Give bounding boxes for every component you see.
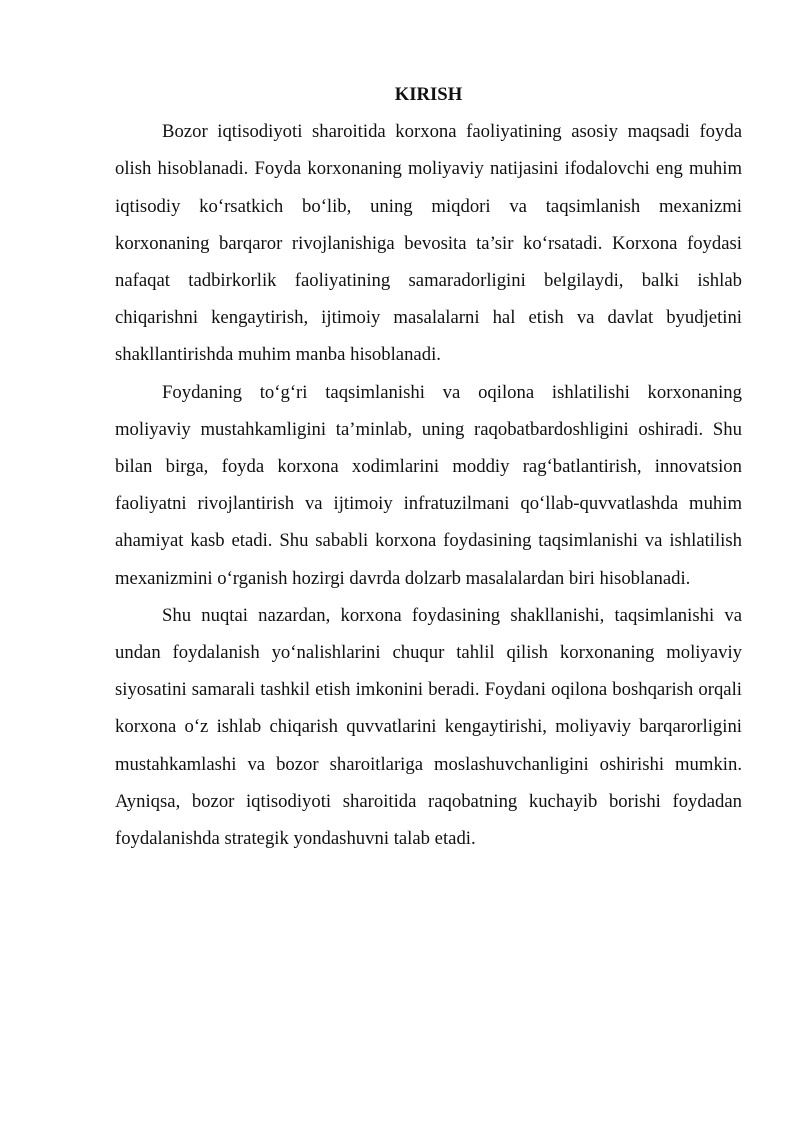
paragraph-1: Bozor iqtisodiyoti sharoitida korxona faoliyatining asosiy maqsadi foyda olish hisoblanadi. Foyda korxonaning moliyaviy natijasini ifodalovchi eng muhim iqtisodiy ko‘rsatkich bo‘lib, uning miqdori va taqsimlanish mexanizmi korxonaning barqaror rivojlanishiga bevosita ta’sir ko‘rsatadi. Korxona foydasi nafaqat tadbirkorlik faoliyatining samaradorligini belgilaydi, balki ishlab chiqarishni kengaytirish, ijtimoiy masalalarni hal etish va davlat byudjetini shakllantirishda muhim manba hisoblanadi.: [115, 121, 742, 366]
paragraph-3: Shu nuqtai nazardan, korxona foydasining shakllanishi, taqsimlanishi va undan foydalanish yo‘nalishlarini chuqur tahlil qilish korxonaning moliyaviy siyosatini samarali tashkil etish imkonini beradi. Foydani oqilona boshqarish orqali korxona o‘z ishlab chiqarish quvvatlarini kengaytirishi, moliyaviy barqarorligini mustahkamlashi va bozor sharoitlariga moslashuvchanligini oshirishi mumkin. Ayniqsa, bozor iqtisodiyoti sharoitida raqobatning kuchayib borishi foydadan foydalanishda strategik yondashuvni talab etadi.: [115, 604, 742, 850]
page-title: KIRISH: [394, 84, 463, 105]
paragraph-2: Foydaning to‘g‘ri taqsimlanishi va oqilona ishlatilishi korxonaning moliyaviy mustahkamligini ta’minlab, uning raqobatbardoshligini oshiradi. Shu bilan birga, foyda korxona xodimlarini moddiy rag‘batlantirish, innovatsion faoliyatni rivojlantirish va ijtimoiy infratuzilmani qo‘llab-quvvatlashda muhim ahamiyat kasb etadi. Shu sababli korxona foydasining taqsimlanishi va ishlatilish mexanizmini o‘rganish hozirgi davrda dolzarb masalalardan biri hisoblanadi.: [115, 381, 742, 589]
document-page: [115, 76, 742, 857]
